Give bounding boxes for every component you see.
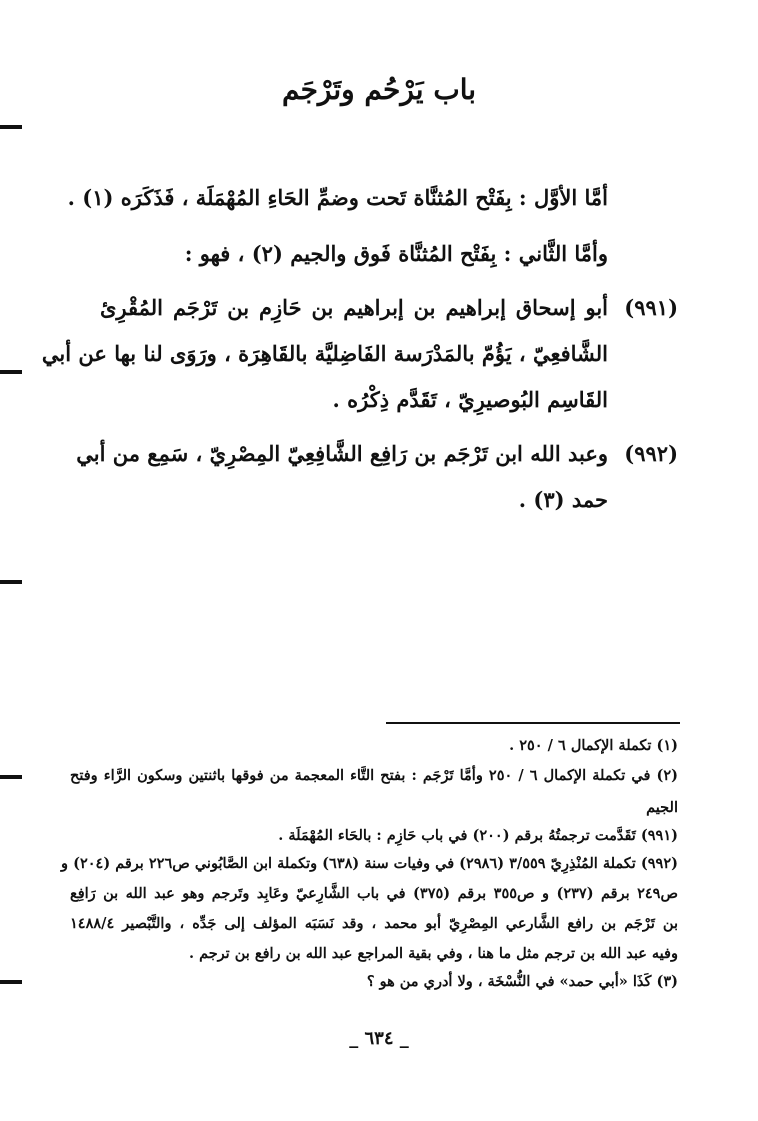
entry-text-line: الشَّافعِيّ ، يَؤُمّ بالمَدْرَسة الفَاضِليَّة بالقَاهِرَة ، ورَوَى لنا بها عن أبي [41, 341, 608, 366]
footnote-line: (١) تكملة الإكمال ٦ / ٢٥٠ . [509, 737, 678, 754]
page-number: _ ٦٣٤ _ [349, 1028, 409, 1049]
footnote-line: الجيم [646, 799, 678, 816]
footnote-line: (٣) كَذَا «أبي حمد» في النُّسْخَة ، ولا أدري من هو ؟ [366, 973, 678, 990]
intro-first-line: أمَّا الأوَّل : بِفَتْح المُثنَّاة تَحت وضمِّ الحَاءِ المُهْمَلَة ، فَذَكَرَه (١) . [67, 185, 608, 210]
scan-edge-mark [0, 580, 22, 584]
entry-text-line: أبو إسحاق إبراهيم بن إبراهيم بن حَازِم بن تَرْجَم المُقْرِئ [100, 295, 608, 320]
entry-text-line: حمد (٣) . [518, 487, 608, 512]
footnote-separator [386, 722, 680, 724]
scan-edge-mark [0, 980, 22, 984]
entry-text-line: القَاسِم البُوصيرِيّ ، تَقَدَّم ذِكْرُه . [332, 387, 608, 412]
entry-number: (٩٩٢) [624, 441, 678, 466]
scan-edge-mark [0, 775, 22, 779]
intro-second-line: وأمَّا الثَّاني : بِفَتْح المُثنَّاة فَوق والجيم (٢) ، فهو : [184, 241, 608, 266]
page-title: باب يَرْحُم وتَرْجَم [281, 73, 477, 106]
footnote-line: (٢) في تكملة الإكمال ٦ / ٢٥٠ وأمَّا تَرْجَم : بفتح التَّاء المعجمة من فوقها باثنتين وسكون الرَّاء وفتح [70, 767, 678, 784]
entry-text-line: وعبد الله ابن تَرْجَم بن رَافِع الشَّافِعِيّ المِصْرِيّ ، سَمِع من أبي [76, 441, 608, 466]
scan-edge-mark [0, 125, 22, 129]
scan-edge-mark [0, 370, 22, 374]
footnote-line: (٩٩٢) تكملة المُنْذِرِيّ ٣/٥٥٩ (٢٩٨٦) في وفيات سنة (٦٣٨) وتكملة ابن الصَّابُوني ص٢٢٦ برقم (٢٠٤) و [61, 855, 678, 872]
footnote-line: بن تَرْجَم بن رافع الشَّارعي المِصْرِيّ أبو محمد ، وقد نَسَبَه المؤلف إلى جَدِّه ، والتَّبْصير ١٤٨٨/٤ [70, 915, 678, 932]
footnote-line: وفيه عبد الله بن ترجم مثل ما هنا ، وفي بقية المراجع عبد الله بن رافع بن ترجم . [188, 945, 678, 962]
entry-number: (٩٩١) [624, 295, 678, 320]
footnote-line: (٩٩١) تَقَدَّمت ترجمتُهُ برقم (٢٠٠) في باب حَازِم : بالحَاء المُهْمَلَة . [278, 827, 678, 844]
footnote-line: ص٢٤٩ برقم (٢٣٧) و ص٣٥٥ برقم (٣٧٥) في باب الشَّارِعيّ وعَابِد وتَرجم وهو عبد الله بن رَافِع [70, 885, 678, 902]
